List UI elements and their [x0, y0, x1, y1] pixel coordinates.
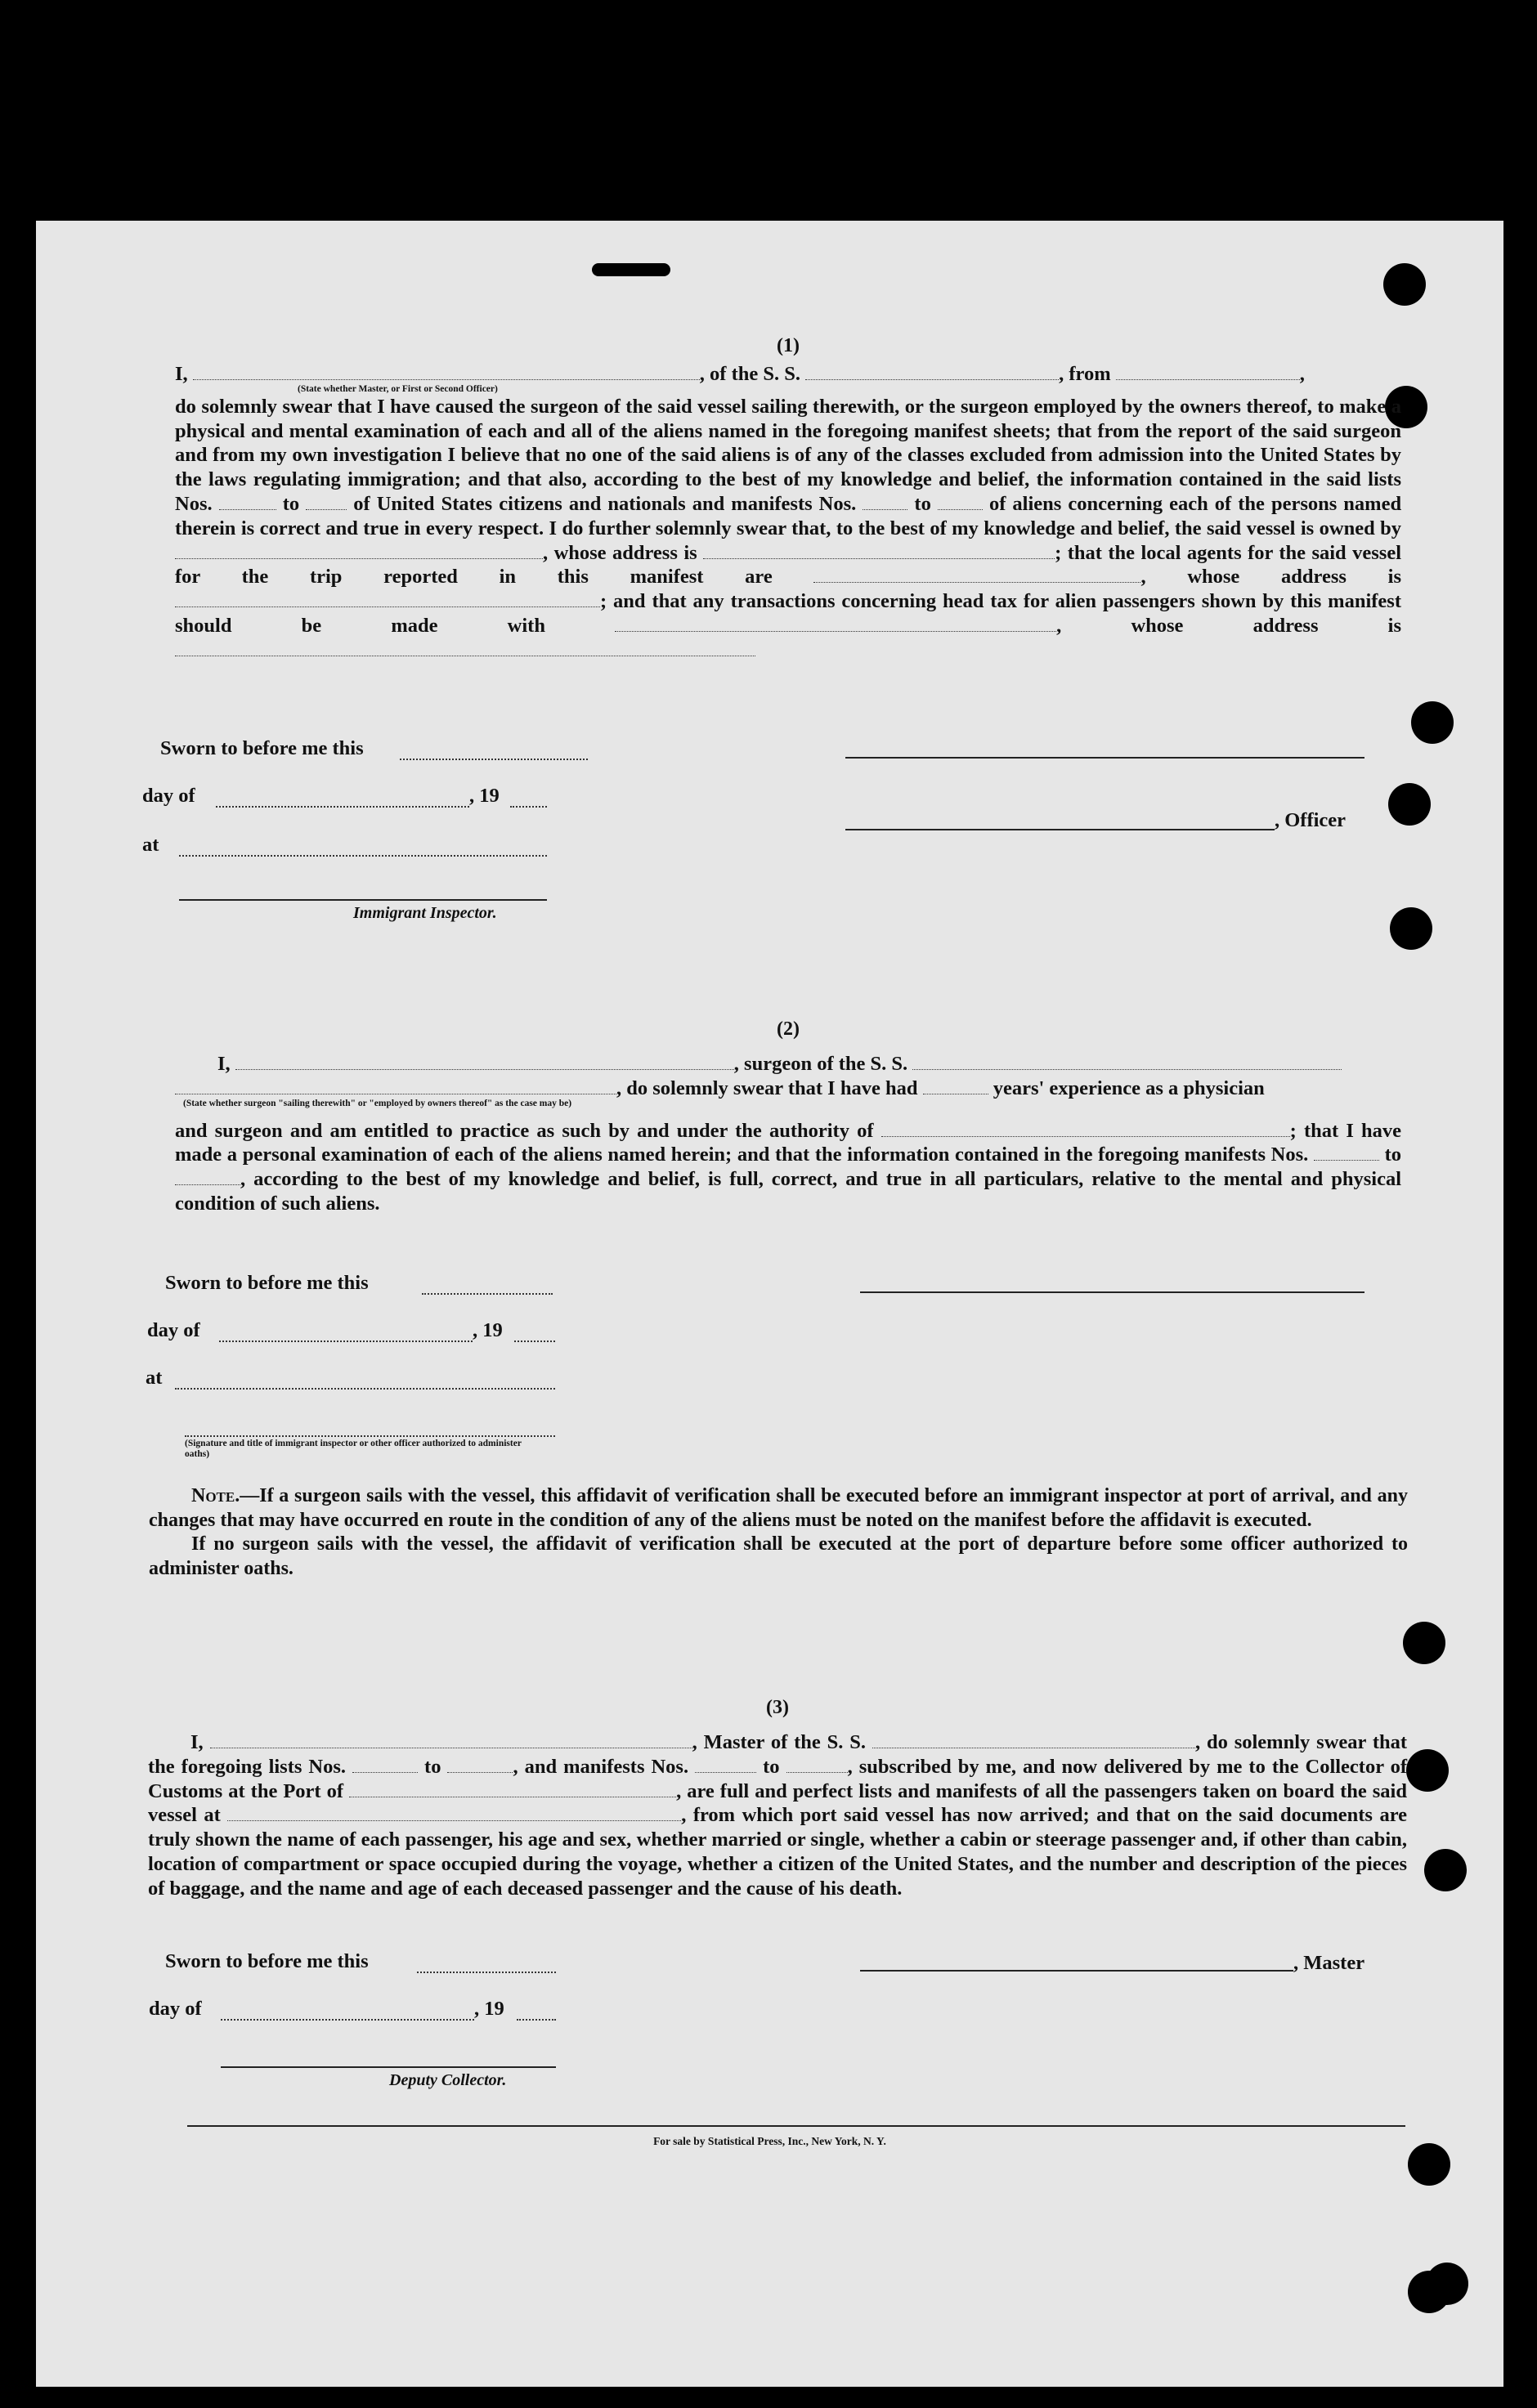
punch-hole — [1390, 907, 1432, 950]
section-number: (1) — [777, 335, 800, 356]
affidavit-2-body: and surgeon and am entitled to practice as such by and under the authority of ; that I have made a personal examination of each of the aliens named herein; and that the information contained in the foregoing manifests Nos. to , according to the best of my knowledge and belief, is full, correct, and true in all particulars, relative to the mental and physical condition of such aliens. — [175, 1119, 1402, 1215]
note-block: Note.—If a surgeon sails with the vessel, this affidavit of verification shall be executed before an immigrant inspector at port of arrival, and any changes that may have occurred en route in the condition of any of the aliens must be noted on the manifest before the affidavit is executed. If no surgeon sails with the vessel, the affidavit of verification shall be executed at the port of departure before some officer authorized to administer oaths. — [149, 1485, 1408, 1579]
sworn-3: Sworn to before me this — [165, 1950, 369, 1972]
line1-note: (State whether Master, or First or Second Officer) — [298, 383, 498, 394]
year-3: , 19 — [474, 1998, 504, 2020]
surgeon-note: (State whether surgeon "sailing therewith" or "employed by owners thereof" as the case may be) — [183, 1098, 572, 1108]
punch-hole — [1408, 2143, 1450, 2186]
top-tab-mark — [592, 263, 670, 276]
punch-hole — [1388, 783, 1431, 826]
master-label: , Master — [1293, 1952, 1365, 1974]
deputy-collector-caption: Deputy Collector. — [389, 2071, 507, 2089]
footer-imprint: For sale by Statistical Press, Inc., New York, N. Y. — [653, 2135, 886, 2147]
affidavit-1 — [175, 335, 1401, 663]
punch-hole — [1406, 1749, 1449, 1792]
footer-rule — [187, 2125, 1405, 2127]
punch-hole — [1383, 263, 1426, 306]
day-of-1: day of — [142, 785, 195, 807]
manifest-page — [36, 221, 1503, 2387]
punch-hole — [1424, 1849, 1467, 1891]
affidavit-1-body: do solemnly swear that I have caused the surgeon of the said vessel sailing therewith, or the surgeon employed by the owners thereof, to make a physical and mental examination of each and all of the aliens named in the foregoing manifest sheets; that from the report of the said surgeon and from my own investigation I believe that no one of the said aliens is of any of the classes excluded from admission into the United States by the laws regulating immigration; and that also, according to the best of my knowledge and belief, the information contained in the said lists Nos. to of United States citizens and nationals and manifests Nos. to of aliens concerning each of the persons named therein is correct and true in every respect. I do further solemnly swear that, to the best of my knowledge and belief, the said vessel is owned by , whose address is ; that the local agents for the said vessel for the trip reported in this manifest are , whose address is ; and that any transactions concerning head tax for alien passengers shown by this manifest should be made with , whose address is — [175, 395, 1401, 663]
section-number: (3) — [766, 1697, 789, 1718]
affidavit-2-line2: , do solemnly swear that I have had years' experience as a physician — [175, 1076, 1401, 1101]
affidavit-3 — [148, 1697, 1407, 1901]
officer-label: , Officer — [1275, 809, 1347, 831]
day-of-2: day of — [147, 1319, 200, 1341]
affidavit-3-body: I, , Master of the S. S. , do solemnly swear that the foregoing lists Nos. to , and manifests Nos. to , subscribed by me, and now delivered by me to the Collector of Customs at the Port of , are full and perfect lists and manifests of all the passengers taken on board the said vessel at , from which port said vessel has now arrived; and that on the said documents are truly shown the name of each passenger, his age and sex, whether married or single, whether a cabin or steerage passenger and, if other than cabin, location of compartment or space occupied during the voyage, whether a citizen of the United States, and the number and description of the pieces of baggage, and the name and age of each deceased passenger and the cause of his death. — [148, 1731, 1408, 1900]
year-2: , 19 — [473, 1319, 503, 1341]
year-1: , 19 — [469, 785, 500, 807]
signature-caption: (Signature and title of immigrant inspector or other officer authorized to administer oaths) — [185, 1439, 522, 1459]
sworn-2: Sworn to before me this — [165, 1272, 369, 1294]
section-number: (2) — [777, 1018, 800, 1040]
day-of-3: day of — [149, 1998, 202, 2020]
punch-hole — [1403, 1622, 1445, 1664]
affidavit-2-line1: I, , surgeon of the S. S. — [175, 1052, 1401, 1076]
punch-hole — [1408, 2271, 1450, 2313]
at-2: at — [146, 1367, 163, 1389]
sworn-1: Sworn to before me this — [160, 737, 364, 759]
punch-hole — [1411, 701, 1454, 744]
immigrant-inspector-caption: Immigrant Inspector. — [353, 904, 497, 922]
affidavit-2 — [175, 1018, 1401, 1216]
affidavit-1-line1: I, , of the S. S. , from , — [175, 363, 1305, 385]
at-1: at — [142, 834, 159, 856]
